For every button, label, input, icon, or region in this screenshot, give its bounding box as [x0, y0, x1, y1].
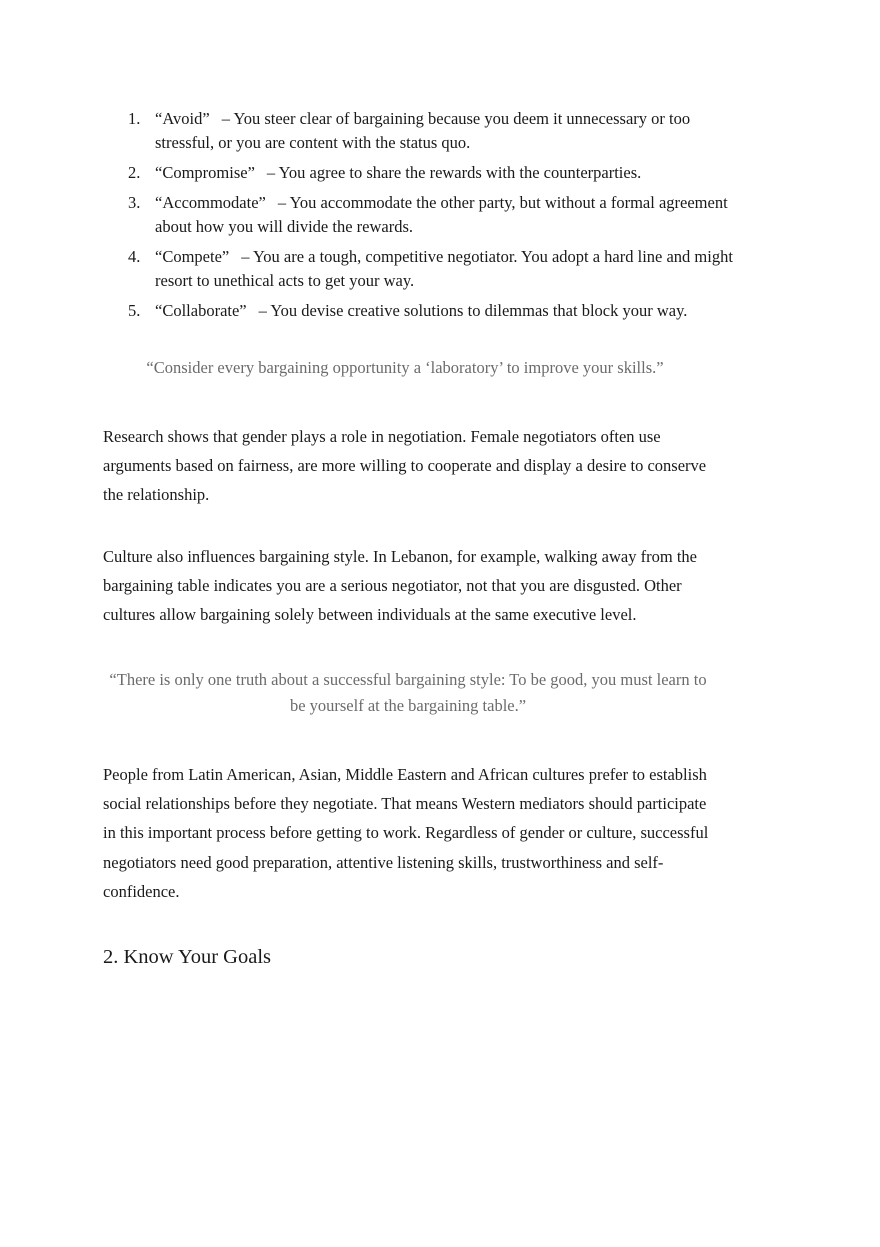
list-item-term: “Compromise”	[155, 163, 255, 182]
list-item-description: – You devise creative solutions to dilemmas that block your way.	[258, 301, 688, 320]
list-item-term: “Collaborate”	[155, 301, 247, 320]
paragraph-relationships: People from Latin American, Asian, Middle Eastern and African cultures prefer to establish social relationships before they negotiate. That means Western mediators should participate in this important process before getting to work. Regardless of gender or culture, successful negotiators need good preparation, attentive listening skills, trustworthiness and self-confidence.	[103, 765, 709, 901]
list-item-description: – You steer clear of bargaining because you deem it unnecessary or too stressful, or you are content with the status quo.	[155, 109, 691, 152]
list-item-description: – You accommodate the other party, but without a formal agreement about how you will divide the rewards.	[155, 193, 728, 236]
list-item	[128, 245, 738, 293]
pull-quote-truth: “There is only one truth about a successful bargaining style: To be good, you must learn to be yourself at the bargaining table.”	[109, 670, 707, 715]
list-item	[128, 107, 738, 155]
list-item-term: “Accommodate”	[155, 193, 266, 212]
list-item-term: “Compete”	[155, 247, 230, 266]
list-item-number: 2.	[128, 163, 141, 182]
list-item-number: 3.	[128, 193, 141, 212]
list-item-description: – You agree to share the rewards with the counterparties.	[266, 163, 642, 182]
bargaining-styles-list	[128, 107, 738, 329]
list-item-number: 4.	[128, 247, 141, 266]
pull-quote-laboratory: “Consider every bargaining opportunity a ‘laboratory’ to improve your skills.”	[146, 358, 664, 377]
section-heading: 2. Know Your Goals	[103, 946, 272, 968]
list-item-number: 5.	[128, 301, 141, 320]
list-item-number: 1.	[128, 109, 141, 128]
list-item	[128, 161, 738, 185]
paragraph-gender: Research shows that gender plays a role in negotiation. Female negotiators often use arguments based on fairness, are more willing to cooperate and display a desire to conserve the relationship.	[103, 427, 707, 505]
list-item-description: – You are a tough, competitive negotiator. You adopt a hard line and might resort to unethical acts to get your way.	[155, 247, 733, 290]
list-item	[128, 299, 738, 323]
list-item	[128, 191, 738, 239]
paragraph-culture: Culture also influences bargaining style. In Lebanon, for example, walking away from the bargaining table indicates you are a serious negotiator, not that you are disgusted. Other cultures allow bargaining solely between individuals at the same executive level.	[103, 547, 697, 625]
list-item-term: “Avoid”	[155, 109, 210, 128]
